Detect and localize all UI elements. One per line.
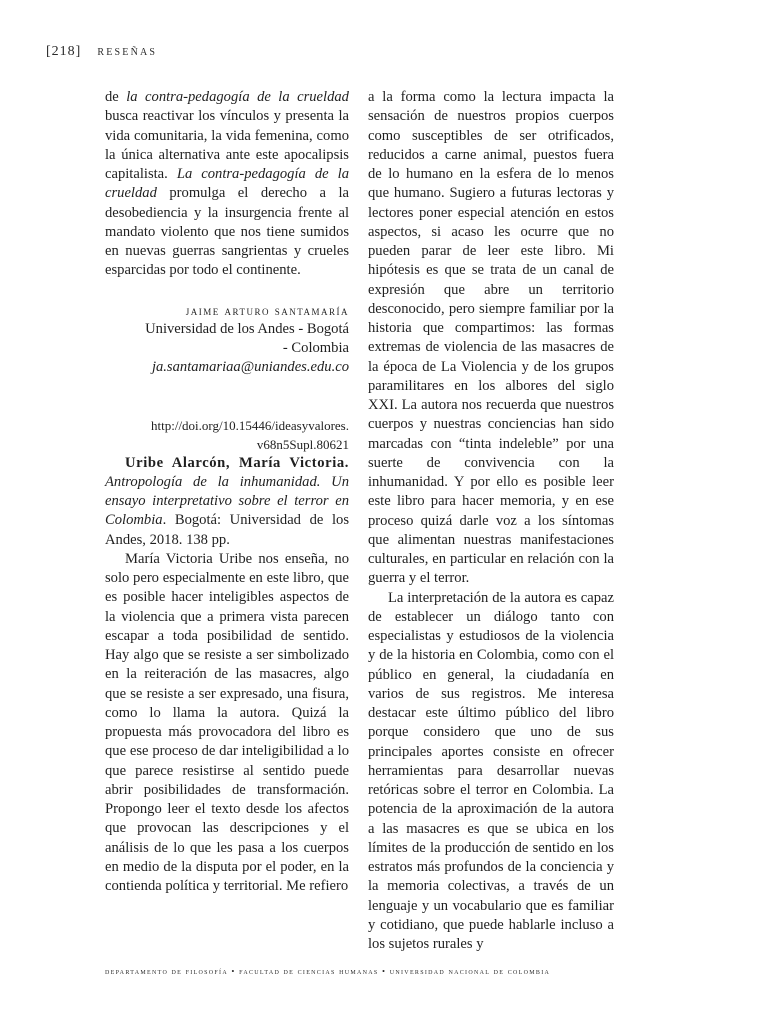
doi-line: v68n5Supl.80621 [256, 436, 349, 452]
book-title: Antropología de la inhumanidad. Un ensayo interpretativo sobre el terror en Colombia [105, 473, 349, 529]
running-header [46, 44, 157, 60]
reviewer-email[interactable] [105, 358, 349, 377]
left-paragraph-1 [105, 88, 349, 281]
text-run: de [105, 89, 127, 105]
running-footer: departamento de filosofía • facultad de ciencias humanas • universidad nacional de colombia [105, 966, 551, 976]
reviewer-name: jaime arturo santamaría [185, 302, 349, 318]
doi-line: http://doi.org/10.15446/ideasyvalores. [151, 417, 349, 433]
book-author: Uribe Alarcón, María Victoria. [125, 454, 349, 471]
reviewer-affiliation-country: - Colombia [282, 340, 349, 356]
review-signature [105, 301, 349, 378]
book-reference [105, 454, 349, 550]
book-publication: . Bogotá: Universidad de los Andes, 2018. 138 pp. [105, 512, 349, 548]
right-paragraph-2: La interpretación de la autora es capaz de establecer un diálogo tanto con especialistas y estudiosos de la violencia y de la historia en Colombia, como con el público en general, la ciudadanía en varios de sus registros. Me interesa destacar este último público del libro porque considero que uno de sus principales aportes consiste en ofrecer herramientas para desarrollar nuevas retóricas sobre el terror en Colombia. La potencia de la aproximación de la autora a las masacres es que se ubica en los límites de la producción de sentido en los estratos más profundos de la conciencia y la memoria colectivas, a través de un lenguaje y un vocabulario que es familiar y cotidiano, que puede hablarle incluso a los sujetos rurales y [368, 589, 614, 952]
left-paragraph-2: María Victoria Uribe nos enseña, no solo pero especialmente en este libro, que es posible hacer inteligibles aspectos de la violencia que a primera vista parecen escapar a toda posibilidad de sentido. Hay algo que se resiste a ser simbolizado en la reiteración de las masacres, algo que se resiste a ser expresado, una fisura, como lo llama la autora. Quizá la propuesta más provocadora del libro es que ese proceso de dar inteligibilidad a lo que parece resistirse al sentido puede abrir posibilidades de transformación. Propongo leer el texto desde los afectos que provocan las descripciones y el análisis de lo que les pasa a los cuerpos en medio de la disputa por el poder, en la contienda política y territorial. Me refiero [105, 550, 349, 894]
doi-link[interactable] [105, 416, 349, 454]
italic-title: la contra-pedagogía de la crueldad [126, 89, 349, 105]
section-title: reseñas [97, 44, 158, 59]
page-number: [218] [46, 44, 82, 59]
text-run: promulga el derecho a la desobediencia y la insurgencia frente al mandato violento que nos tiene sumidos en nuevas guerras sangrientas y crueles esparcidas por todo el continente. [105, 185, 349, 279]
right-column [368, 88, 614, 954]
text-run: busca reactivar los vínculos y presenta la vida comunitaria, la vida femenina, como la única alternativa ante este apocalipsis capitalista. [105, 108, 349, 182]
left-column [105, 88, 349, 896]
email-text: ja.santamariaa@uniandes.edu.co [151, 359, 349, 376]
reviewer-affiliation: Universidad de los Andes - Bogotá [145, 320, 349, 337]
right-paragraph-1: a la forma como la lectura impacta la sensación de nuestros propios cuerpos como susceptibles de ser otrificados, reducidos a carne animal, puestos fuera de lo humano en la esfera de lo menos que humano. Sugiero a futuras lectoras y lectores poner especial atención en estos aspectos, si acaso les ocurre que no pueden parar de leer este libro. Mi hipótesis es que se trata de un canal de expresión que abre un territorio desconocido, pero siempre familiar por la historia que compartimos: las formas extremas de violencia de las masacres de la época de La Violencia y de los grupos paramilitares en los albores del siglo XXI. La autora nos recuerda que nuestros cuerpos y nuestras conciencias han sido marcadas con “tinta indeleble” por una suerte de convivencia con la inhumanidad. Y por ello es posible leer este libro para hacer memoria, y en ese proceso quizá darle voz a los síntomas que alimentan nuestras manifestaciones culturales, en particular en relación con la guerra y el terror. [368, 89, 614, 587]
italic-title: La contra-pedagogía de la crueldad [105, 166, 349, 202]
